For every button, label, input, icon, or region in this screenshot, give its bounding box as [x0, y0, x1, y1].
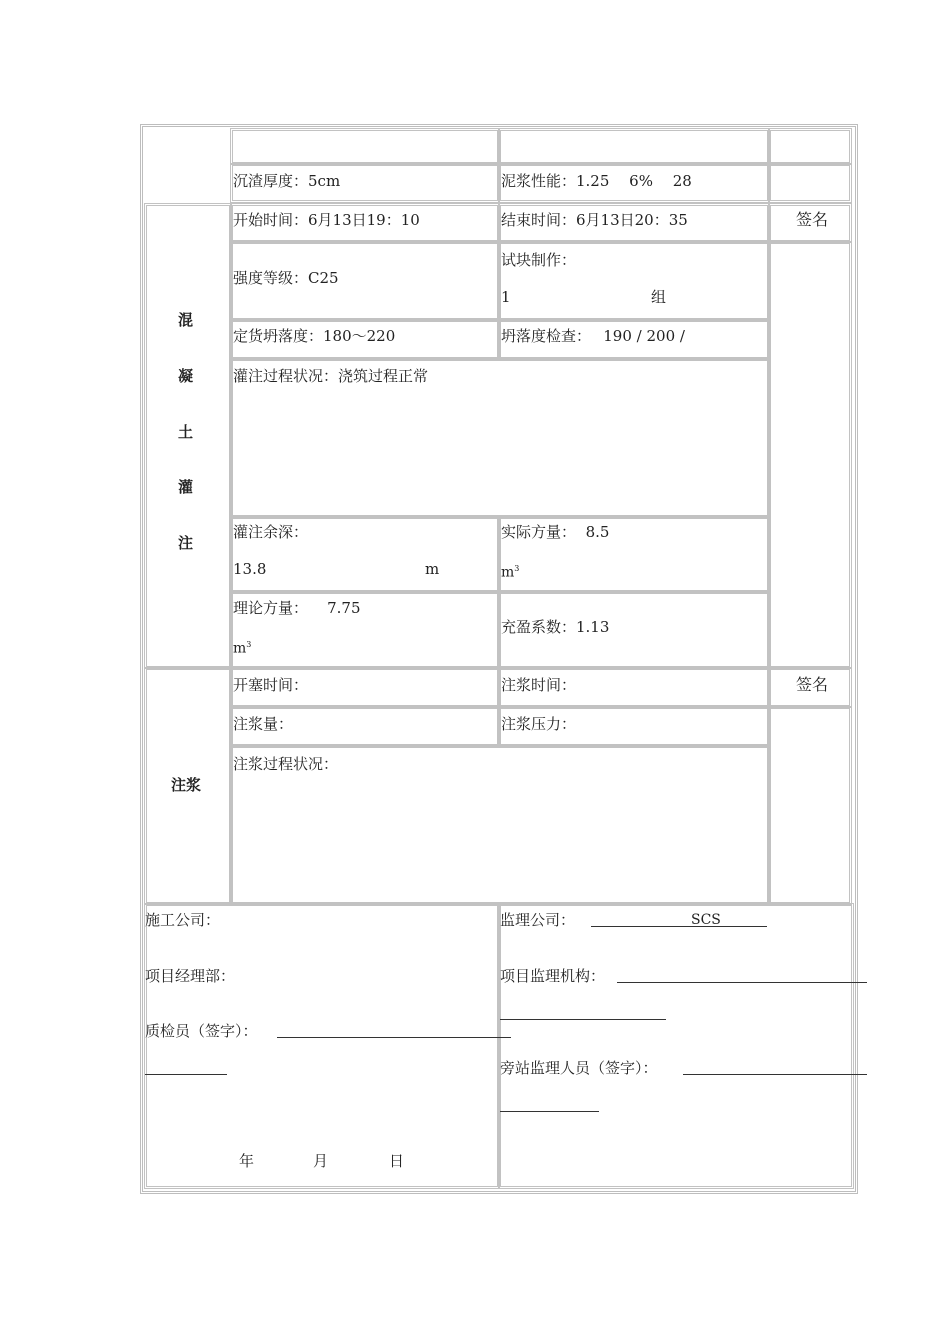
slump-check: 坍落度检查： 190 / 200 /	[501, 327, 685, 345]
cell-blank-3	[768, 128, 852, 165]
pour-process-label: 灌注过程状况：	[233, 367, 339, 385]
theory-volume-value: 7.75	[327, 599, 361, 617]
cell-blank-1	[230, 128, 500, 165]
date-month: 月	[313, 1152, 329, 1170]
cell-grout-sign-area	[768, 706, 852, 905]
slurry-properties: 泥浆性能：1.25 6% 28	[501, 172, 692, 190]
grout-time: 注浆时间：	[501, 676, 577, 694]
supervisor-company-label: 监理公司：	[500, 911, 576, 929]
actual-volume	[501, 523, 609, 541]
theory-volume	[233, 599, 361, 617]
plug-open-time: 开塞时间：	[233, 676, 309, 694]
grout-process: 注浆过程状况：	[233, 755, 339, 773]
onsite-supervisor-line-2	[500, 1111, 599, 1112]
grouting-section-title: 注浆	[171, 776, 202, 794]
grouting-sign-label: 签名	[796, 675, 829, 694]
onsite-supervisor-label: 旁站监理人员（签字）：	[500, 1059, 658, 1077]
cell-concrete-sign-area	[768, 241, 852, 669]
specimen-unit: 组	[651, 288, 667, 306]
theory-volume-label: 理论方量：	[233, 599, 309, 617]
cell-blank-4	[768, 163, 852, 203]
grout-pressure: 注浆压力：	[501, 715, 577, 733]
specimen-count: 1	[501, 288, 511, 306]
inspector-signature-line	[277, 1037, 511, 1038]
end-time: 结束时间：6月13日20：35	[501, 211, 688, 229]
concrete-char-1: 混	[178, 311, 194, 329]
ordered-slump: 定货坍落度：180～220	[233, 327, 396, 345]
pour-process	[233, 367, 428, 385]
cell-supervisor	[498, 903, 854, 1189]
cell-blank-2	[498, 128, 770, 165]
inspector-signature-line-2	[145, 1074, 227, 1075]
actual-volume-label: 实际方量：	[501, 523, 577, 541]
supervisor-company-value: SCS	[691, 912, 721, 928]
supervisor-company-line	[591, 926, 767, 927]
actual-volume-value: 8.5	[585, 523, 610, 541]
supervision-org-line	[617, 982, 867, 983]
concrete-char-5: 注	[178, 534, 194, 552]
strength-grade: 强度等级：C25	[233, 269, 339, 287]
sediment-thickness: 沉渣厚度：5cm	[233, 172, 341, 190]
supervision-org-label: 项目监理机构：	[500, 967, 606, 985]
theory-volume-unit: $m^3$	[233, 640, 252, 657]
concrete-char-3: 土	[178, 423, 194, 441]
remaining-depth-value: 13.8	[233, 560, 267, 578]
date-year: 年	[239, 1152, 255, 1170]
start-time: 开始时间：6月13日19：10	[233, 211, 420, 229]
remaining-depth-unit: m	[425, 560, 440, 578]
onsite-supervisor-line	[683, 1074, 867, 1075]
inspector-label: 质检员（签字）：	[145, 1022, 258, 1040]
pour-process-value: 浇筑过程正常	[338, 367, 429, 385]
concrete-sign-label: 签名	[796, 210, 829, 229]
concrete-char-2: 凝	[178, 367, 194, 385]
remaining-depth-label: 灌注余深：	[233, 523, 309, 541]
actual-volume-unit: $m^3$	[501, 564, 520, 581]
cell-contractor	[144, 903, 500, 1189]
grout-amount: 注浆量：	[233, 715, 294, 733]
date-day: 日	[389, 1152, 405, 1170]
supervision-org-line-2	[500, 1019, 666, 1020]
pm-dept-label: 项目经理部：	[145, 967, 236, 985]
fill-factor: 充盈系数：1.13	[501, 618, 610, 636]
concrete-char-4: 灌	[178, 478, 194, 496]
specimen-label: 试块制作：	[501, 251, 577, 269]
contractor-label: 施工公司：	[145, 911, 221, 929]
